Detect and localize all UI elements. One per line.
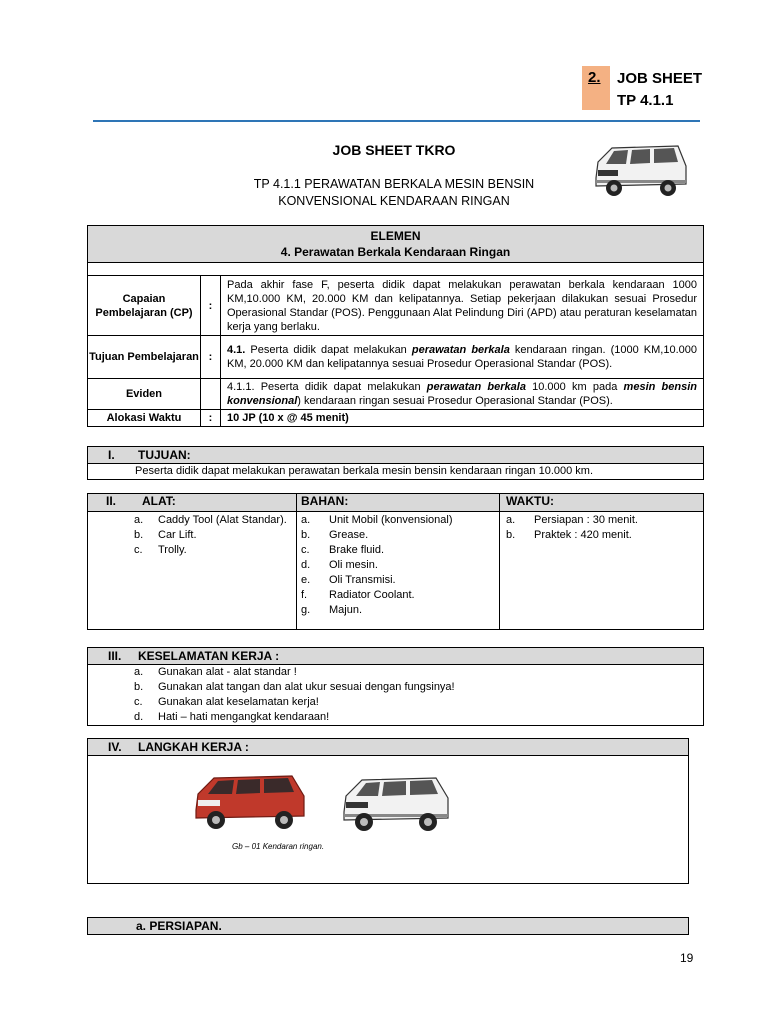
keselamatan-list [88,665,703,725]
list-item-marker: c. [134,696,143,708]
list-item-text: Grease. [329,529,369,541]
list-item-text: Oli mesin. [329,559,378,571]
list-item [301,528,499,543]
evidence-label: Eviden [88,379,201,410]
list-item-text: Radiator Coolant. [329,589,415,601]
list-item-marker: b. [134,681,144,693]
list-item-marker: a. [134,514,144,526]
cp-text: Pada akhir fase F, peserta didik dapat melakukan perawatan berkala kendaraan 1000 KM,10.000 KM, 20.000 KM dan kelipatannya. Setiap pekerjaan dilakukan sesuai Prosedur Operasional Standar (POS). Penggunaan Alat Pelindung Diri (APD) atau peraturan keselamatan kerja yang berlaku. [221,276,704,336]
element-table [87,225,704,427]
list-item-marker: d. [301,559,311,571]
section-tujuan-text: Peserta didik dapat melakukan perawatan berkala mesin bensin kendaraan ringan 10.000 km. [135,465,594,477]
document-title: JOB SHEET TKRO [332,142,456,158]
list-item-text: Hati – hati mengangkat kendaraan! [158,711,330,723]
list-item-text: Majun. [329,604,363,616]
alat-header: II. ALAT: [88,494,297,512]
list-item-marker: a. [506,514,516,526]
list-item-text: Unit Mobil (konvensional) [329,514,453,526]
section-number-badge: 2. [582,66,610,110]
white-car-illustration [590,140,690,202]
list-item-marker: b. [134,529,144,541]
list-item-marker: a. [134,666,144,678]
cp-colon: : [201,276,221,336]
list-item-marker: g. [301,604,311,616]
list-item [134,513,296,528]
tools-materials-time-table [87,493,704,630]
section-tujuan-header [88,447,703,464]
list-item [506,513,703,528]
list-item-text: Praktek : 420 menit. [534,529,632,541]
list-item [134,543,296,558]
list-item-marker: d. [134,711,144,723]
waktu-header: WAKTU: [500,494,704,512]
list-item [301,573,499,588]
list-item-text: Persiapan : 30 menit. [534,514,638,526]
list-item-marker: e. [301,574,311,586]
list-item [301,543,499,558]
evidence-text: 4.1.1. Peserta didik dapat melakukan perawatan berkala 10.000 km pada mesin bensin konvensional) kendaraan ringan sesuai Prosedur Operasional Standar (POS). [221,379,704,410]
header-title-line2: TP 4.1.1 [617,92,674,109]
time-allocation-value: 10 JP (10 x @ 45 menit) [221,410,704,427]
section-keselamatan-header: III. KESELAMATAN KERJA : [88,648,703,665]
header-title [617,68,702,112]
evidence-colon [201,379,221,410]
section-langkah-header: IV. LANGKAH KERJA : [88,739,688,756]
element-value: 4. Perawatan Berkala Kendaraan Ringan [280,245,511,259]
list-item-text: Car Lift. [158,529,197,541]
list-item-marker: c. [301,544,310,556]
cp-label: Capaian Pembelajaran (CP) [88,276,201,336]
tp-label: Tujuan Pembelajaran [88,336,201,379]
list-item [134,528,296,543]
list-item [506,528,703,543]
subtitle-line2: KONVENSIONAL KENDARAAN RINGAN [278,194,510,208]
list-item-marker: c. [134,544,143,556]
spacer-row [88,263,704,276]
element-header [88,226,704,263]
alat-list [88,512,297,630]
list-item [301,588,499,603]
white-car-illustration-2 [340,774,452,836]
list-item-text: Gunakan alat tangan dan alat ukur sesuai dengan fungsinya! [158,681,455,693]
section-tujuan-number: I. [108,448,115,462]
header-title-line1: JOB SHEET [617,70,703,87]
section-keselamatan [87,647,704,726]
list-item [134,665,703,680]
list-item [134,695,703,710]
list-item-text: Gunakan alat keselamatan kerja! [158,696,319,708]
persiapan-header: a. PERSIAPAN. [87,917,689,935]
list-item-text: Brake fluid. [329,544,385,556]
tp-colon: : [201,336,221,379]
bahan-header: BAHAN: [297,494,500,512]
element-label: ELEMEN [370,229,421,243]
list-item [301,513,499,528]
list-item [134,710,703,725]
list-item-text: Caddy Tool (Alat Standar). [158,514,287,526]
section-tujuan [87,446,704,480]
figure-caption: Gb – 01 Kendaran ringan. [232,842,325,851]
subtitle-line1: TP 4.1.1 PERAWATAN BERKALA MESIN BENSIN [253,177,535,191]
page-number: 19 [680,951,694,965]
time-allocation-colon: : [201,410,221,427]
list-item-marker: b. [301,529,311,541]
list-item-text: Oli Transmisi. [329,574,396,586]
bahan-list [297,512,500,630]
time-allocation-label: Alokasi Waktu [88,410,201,427]
tp-text: 4.1. Peserta didik dapat melakukan perawatan berkala kendaraan ringan. (1000 KM,10.000 KM, 20.000 KM dan kelipatannya sesuai Prosedur Operasional Standar (POS). [221,336,704,379]
list-item-text: Gunakan alat - alat standar ! [158,666,297,678]
list-item-marker: b. [506,529,516,541]
list-item [134,680,703,695]
section-tujuan-title: TUJUAN: [138,448,191,462]
red-car-illustration [192,772,310,834]
list-item-marker: a. [301,514,311,526]
list-item [301,603,499,618]
list-item [301,558,499,573]
header-rule [93,120,700,122]
list-item-marker: f. [301,589,308,601]
waktu-list [500,512,704,630]
list-item-text: Trolly. [158,544,187,556]
